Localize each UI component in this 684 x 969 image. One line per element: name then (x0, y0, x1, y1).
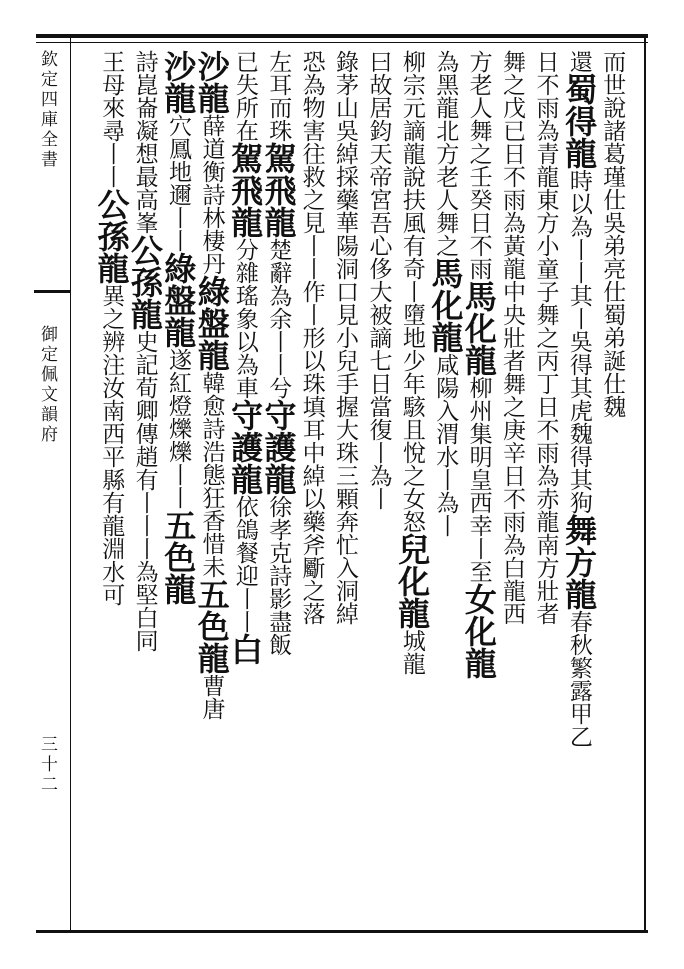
right-border (644, 34, 646, 933)
entry-headword: 五色龍 (192, 578, 231, 674)
entry-text: 日不雨為青龍東方小童子舞之丙丁日不雨為赤龍南方壯者 (532, 50, 559, 625)
text-column (259, 50, 298, 656)
entry-text: 時以為丨丨其丨吳得其虎魏得其狗 (565, 169, 592, 514)
entry-headword: 舞方龍 (560, 514, 599, 610)
entry-headword: 蜀得龍 (560, 73, 599, 169)
entry-headword: 公孫龍 (125, 234, 164, 330)
entry-text: 世說諸葛瑾仕吳弟亮仕蜀弟誕仕魏 (599, 73, 626, 418)
entry-headword: 馬化龍 (459, 280, 498, 376)
text-column (393, 50, 432, 675)
text-column (361, 50, 395, 510)
top-border-thick (36, 34, 648, 38)
entry-text: 春秋繁露甲乙 (565, 610, 592, 748)
entry-text: 王母來尋丨丨 (98, 50, 125, 188)
entry-text: 城龍 (398, 629, 425, 675)
entry-text: 楚辭為余丨丨兮 (265, 238, 292, 399)
entry-text: 分雜瑤象以為車 (231, 238, 258, 399)
text-column (294, 50, 328, 625)
entry-headword: 綠盤龍 (192, 275, 231, 371)
margin-divider (34, 290, 70, 293)
entry-headword: 白 (226, 633, 265, 665)
text-column (459, 50, 498, 679)
margin-page-number: 三十二 (37, 735, 57, 795)
entry-text: 韓愈詩浩態狂香惜未 (198, 371, 225, 578)
margin-book-title: 御定佩文韻府 (37, 325, 57, 445)
top-border-thin (36, 42, 648, 43)
entry-headword: 沙龍 (159, 50, 198, 114)
entry-text: 曰故居鈞天帝宮吾心侈大被謫七日當復丨為丨 (365, 50, 392, 510)
entry-text: 遂紅燈爍爍丨丨 (165, 348, 192, 509)
text-column (495, 50, 529, 625)
entry-headword: 沙龍 (192, 50, 231, 114)
text-column (159, 50, 198, 605)
text-column (92, 50, 131, 606)
bottom-border (36, 930, 648, 933)
entry-text: 而 (599, 50, 626, 73)
text-column (595, 50, 629, 418)
entry-text: 詩崑崙凝想最高峯 (131, 50, 158, 234)
entry-text: 史記荀卿傳趙有丨丨丨為堅白同 (131, 330, 158, 652)
entry-headword: 駕飛龍 (226, 142, 265, 238)
text-column (226, 50, 265, 665)
entry-text: 方老人舞之壬癸日不雨 (465, 50, 492, 280)
text-column (560, 50, 599, 748)
entry-text: 徐孝克詩影盡飯 (265, 495, 292, 656)
entry-text: 還 (565, 50, 592, 73)
entry-headword: 守護龍 (259, 399, 298, 495)
entry-text: 左耳而珠 (265, 50, 292, 142)
entry-text: 柳宗元謫龍說扶風有奇丨墮地少年駭且悅之女怒 (398, 50, 425, 533)
entry-headword: 五色龍 (159, 509, 198, 605)
entry-headword: 守護龍 (226, 399, 265, 495)
entry-text: 依鴿餐迎丨丨 (231, 495, 258, 633)
text-column (426, 50, 465, 537)
entry-headword: 馬化龍 (426, 257, 465, 353)
margin-top-text: 欽定四庫全書 (37, 50, 57, 170)
left-margin-line (70, 34, 71, 933)
entry-text: 曹唐 (198, 674, 225, 720)
entry-text: 異之辨注汝南西平縣有龍淵水可 (98, 284, 125, 606)
entry-text: 穴鳳地邇丨丨 (165, 114, 192, 252)
entry-text: 恐為物害往救之見丨丨作丨形以珠填耳中綽以藥斧斸之落 (298, 50, 325, 625)
text-column (528, 50, 562, 625)
text-column (328, 50, 362, 625)
entry-text: 咸陽入渭水丨為丨 (432, 353, 459, 537)
entry-headword: 綠盤龍 (159, 252, 198, 348)
entry-headword: 駕飛龍 (259, 142, 298, 238)
entry-text: 柳州集明皇西幸丨至 (465, 376, 492, 583)
entry-text: 錄茅山吳綽採藥華陽洞口見小兒手握大珠三顆奔忙入洞綽 (332, 50, 359, 625)
entry-text: 已失所在 (231, 50, 258, 142)
entry-headword: 兒化龍 (393, 533, 432, 629)
entry-headword: 女化龍 (459, 583, 498, 679)
entry-text: 為黑龍北方老人舞之 (432, 50, 459, 257)
text-column (125, 50, 164, 652)
entry-headword: 公孫龍 (92, 188, 131, 284)
entry-text: 舞之戊已日不雨為黃龍中央壯者舞之庚辛日不雨為白龍西 (499, 50, 526, 625)
text-column (192, 50, 231, 720)
entry-text: 薛道衡詩林棲丹 (198, 114, 225, 275)
